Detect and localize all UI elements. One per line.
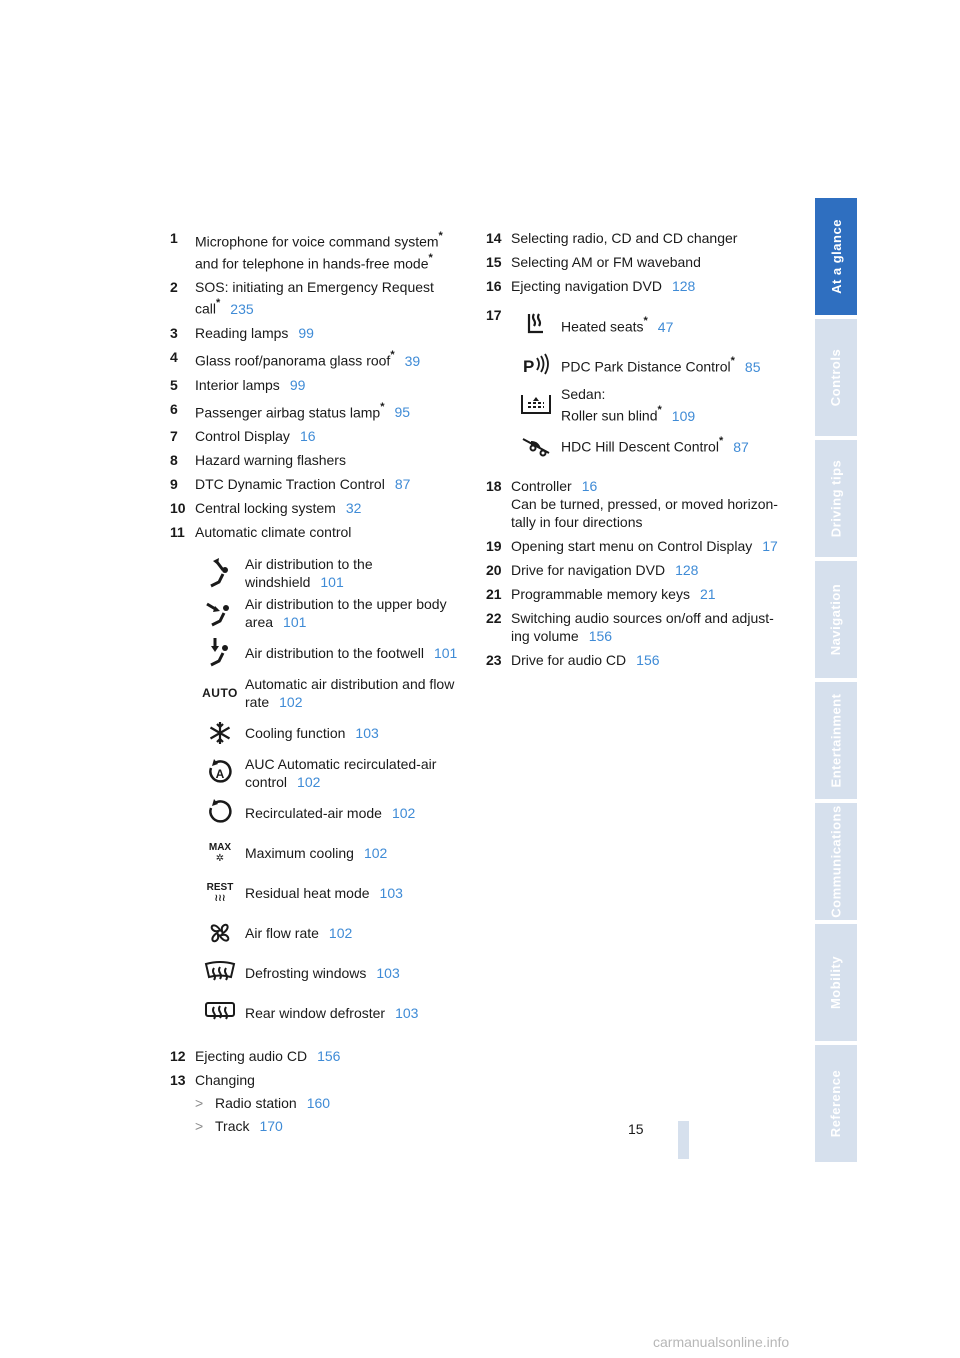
sub-item-text: Radio station: [215, 1095, 297, 1112]
page-ref-link[interactable]: 128: [675, 562, 699, 578]
max-cooling-icon: MAX ✲: [208, 842, 232, 865]
auc-recirculation-icon: [195, 758, 245, 788]
right-column: [486, 229, 786, 675]
climate-row: [195, 753, 470, 793]
climate-row: [195, 833, 470, 873]
feature-row: [511, 305, 786, 345]
option-star: *: [428, 251, 433, 264]
item-text: Ejecting navigation DVD: [511, 278, 662, 294]
item-text-cont: Can be turned, pressed, or moved horizon-: [511, 496, 778, 512]
chapter-sidebar: [815, 198, 857, 1166]
item-text: Drive for audio CD: [511, 652, 627, 668]
item-text: Central locking system: [195, 500, 336, 517]
feature-label-prefix: Sedan:: [561, 386, 606, 403]
pdc-icon: [511, 350, 561, 380]
climate-label: Automatic air distribution and flow: [245, 676, 455, 693]
item-number: 16: [486, 278, 502, 294]
climate-control-icon-list: [195, 553, 470, 1033]
page-ref-link[interactable]: 85: [744, 358, 761, 375]
list-item-16: [486, 277, 786, 295]
page-number: 15: [628, 1121, 644, 1137]
fan-icon: [195, 918, 245, 948]
climate-label-cont: windshield: [245, 574, 311, 591]
climate-label: Rear window defroster: [245, 1005, 386, 1022]
list-item-21: [486, 585, 786, 603]
option-star: *: [216, 297, 221, 310]
climate-label-cont: rate: [245, 694, 270, 711]
option-star: *: [657, 404, 662, 417]
page-ref-link[interactable]: 102: [328, 925, 353, 942]
list-item-22: [486, 609, 786, 645]
recirculation-icon: [195, 798, 245, 828]
item-text: Drive for navigation DVD: [511, 562, 666, 578]
page-ref-link[interactable]: 95: [394, 404, 411, 421]
page-ref-link[interactable]: 102: [391, 805, 416, 822]
tab-label: Entertainment: [828, 693, 844, 788]
tab-reference[interactable]: [815, 1045, 857, 1162]
item-text: Reading lamps: [195, 324, 289, 341]
item-number: 20: [486, 562, 502, 578]
list-item-15: [486, 253, 786, 271]
rest-icon-label: REST: [206, 882, 234, 894]
item-number: 14: [486, 230, 502, 246]
item-text: Opening start menu on Control Display: [511, 538, 753, 554]
page-ref-link[interactable]: 32: [345, 500, 362, 517]
climate-label: Air flow rate: [245, 925, 319, 942]
item-number: 15: [486, 254, 502, 270]
list-item-14: [486, 229, 786, 247]
max-icon-label: MAX: [208, 842, 232, 854]
auto-icon-label: AUTO: [202, 686, 238, 701]
item-number: 23: [486, 652, 502, 668]
item-text: Automatic climate control: [195, 524, 352, 541]
item-number: 22: [486, 610, 502, 626]
page-ref-link[interactable]: 160: [306, 1095, 331, 1112]
page-ref-link[interactable]: 87: [394, 476, 411, 493]
footwell-airflow-icon: [195, 636, 245, 670]
tab-label: Mobility: [828, 955, 844, 1010]
item-text: Hazard warning flashers: [195, 452, 346, 469]
climate-label: Air distribution to the footwell: [245, 645, 424, 662]
list-item-8: [170, 451, 470, 469]
climate-row: [195, 713, 470, 753]
climate-label-cont: area: [245, 614, 274, 631]
rear-defrost-icon: [195, 999, 245, 1027]
page-ref-link[interactable]: 102: [297, 774, 321, 791]
item-text: Switching audio sources on/off and adjust-: [511, 610, 774, 626]
tab-entertainment[interactable]: [815, 682, 857, 799]
list-item-6: [170, 400, 470, 422]
page-ref-link[interactable]: 103: [395, 1005, 419, 1022]
tab-label: At a glance: [828, 219, 844, 294]
item-number: 8: [170, 452, 178, 469]
item-text: Controller: [511, 478, 572, 494]
page-ref-link[interactable]: 102: [279, 694, 303, 711]
feature-label: Heated seats: [561, 318, 644, 335]
item-number: 9: [170, 476, 178, 493]
climate-row: [195, 793, 470, 833]
climate-row: [195, 673, 470, 713]
heated-seat-icon: [511, 310, 561, 340]
item-text-cont: call: [195, 300, 217, 317]
climate-row: [195, 953, 470, 993]
climate-row: [195, 553, 470, 593]
list-item-10: [170, 499, 470, 517]
page-ref-link[interactable]: 156: [317, 1048, 341, 1065]
list-item-19: [486, 537, 786, 555]
tab-label: Communications: [828, 805, 844, 918]
item-number: 6: [170, 400, 178, 417]
option-star: *: [390, 348, 395, 361]
climate-label: Residual heat mode: [245, 885, 370, 902]
item-number: 18: [486, 478, 502, 494]
roller-blind-icon: [511, 391, 561, 419]
item-text-cont: and for telephone in hands-free mode: [195, 255, 429, 272]
list-item-1: [170, 229, 470, 272]
item-text: Selecting AM or FM waveband: [511, 254, 701, 270]
list-item-2: [170, 278, 470, 318]
page-ref-link[interactable]: 156: [636, 652, 660, 668]
page-ref-link[interactable]: 128: [671, 278, 696, 294]
climate-row: [195, 873, 470, 913]
feature-label: Roller sun blind: [561, 407, 658, 424]
auto-icon: [195, 686, 245, 700]
list-item-12: [170, 1047, 470, 1065]
list-item-7: [170, 427, 470, 445]
list-item-20: [486, 561, 786, 579]
tab-mobility[interactable]: [815, 924, 857, 1041]
tab-label: Driving tips: [828, 459, 844, 538]
defrost-windshield-icon: [195, 959, 245, 987]
list-item-23: [486, 651, 786, 669]
climate-label: Defrosting windows: [245, 965, 367, 982]
item-text: Changing: [195, 1072, 255, 1089]
page-ref-link[interactable]: 21: [699, 586, 716, 602]
item-number: 21: [486, 586, 502, 602]
item-number: 3: [170, 324, 178, 341]
page-ref-link[interactable]: 156: [588, 628, 613, 644]
page-ref-link[interactable]: 103: [376, 965, 400, 982]
page-ref-link[interactable]: 170: [259, 1118, 283, 1135]
climate-row: [195, 633, 470, 673]
item-text: Programmable memory keys: [511, 586, 690, 602]
page-ref-link[interactable]: 99: [298, 324, 314, 341]
page-number-bar: [678, 1121, 689, 1159]
item-text: Control Display: [195, 428, 290, 445]
svg-text:A: A: [215, 767, 225, 782]
item-number: 1: [170, 230, 178, 246]
tab-communications[interactable]: [815, 803, 857, 920]
left-column: [170, 229, 470, 1135]
page-ref-link[interactable]: 39: [404, 352, 421, 369]
list-item-13: [170, 1071, 470, 1089]
list-item-4: [170, 348, 470, 370]
item-number: 12: [170, 1048, 186, 1065]
climate-row: [195, 913, 470, 953]
feature-row: [511, 345, 786, 385]
page-ref-link[interactable]: 17: [762, 538, 778, 554]
tab-controls[interactable]: [815, 319, 857, 436]
option-star: *: [643, 315, 648, 328]
page-ref-link[interactable]: 101: [320, 574, 344, 591]
option-star: *: [380, 400, 385, 413]
bullet-marker: >: [195, 1118, 204, 1135]
sub-item-text: Track: [215, 1118, 250, 1135]
page-ref-link[interactable]: 101: [283, 614, 307, 631]
tab-navigation[interactable]: [815, 561, 857, 678]
snowflake-icon: [195, 720, 245, 746]
climate-row: [195, 593, 470, 633]
page-ref-link[interactable]: 235: [230, 300, 254, 317]
windshield-airflow-icon: [195, 556, 245, 590]
list-item-11: [170, 523, 470, 541]
bullet-marker: >: [195, 1095, 204, 1112]
item-text-cont: ing volume: [511, 628, 579, 644]
sub-item: [195, 1094, 470, 1112]
tab-driving-tips[interactable]: [815, 440, 857, 557]
list-item-9: [170, 475, 470, 493]
tab-label: Navigation: [828, 583, 844, 656]
item-number: 11: [170, 524, 185, 541]
page-ref-link[interactable]: 101: [433, 645, 458, 662]
upper-body-airflow-icon: [195, 596, 245, 630]
item-text-cont: tally in four directions: [511, 514, 643, 530]
page-ref-link[interactable]: 99: [289, 376, 306, 393]
option-star: *: [438, 230, 443, 242]
item-number: 5: [170, 376, 178, 393]
page-ref-link[interactable]: 47: [657, 318, 674, 335]
tab-at-a-glance[interactable]: [815, 198, 857, 315]
item-text: Selecting radio, CD and CD changer: [511, 230, 738, 246]
residual-heat-icon: REST ≀≀≀: [206, 882, 234, 905]
page-ref-link[interactable]: 103: [379, 885, 403, 902]
list-item-17: [486, 305, 786, 465]
climate-label: Air distribution to the: [245, 556, 373, 573]
sub-item: [195, 1117, 470, 1135]
feature-row: [511, 425, 786, 465]
svg-text:P: P: [523, 357, 535, 376]
list-item-5: [170, 376, 470, 394]
page-ref-link[interactable]: 109: [671, 407, 696, 424]
climate-row: [195, 993, 470, 1033]
item-text: Microphone for voice command system: [195, 233, 439, 250]
item-number: 2: [170, 279, 178, 296]
page-ref-link[interactable]: 16: [581, 478, 598, 494]
item-text: Interior lamps: [195, 376, 280, 393]
tab-label: Reference: [828, 1069, 844, 1138]
list-item-3: [170, 324, 470, 342]
hill-descent-icon: [511, 431, 561, 459]
item-text: SOS: initiating an Emergency Request: [195, 279, 434, 296]
climate-label-cont: control: [245, 774, 288, 791]
item-text: DTC Dynamic Traction Control: [195, 476, 385, 493]
item-number: 10: [170, 500, 186, 517]
feature-row: [511, 385, 786, 425]
item-number: 13: [170, 1072, 186, 1089]
climate-label: Air distribution to the upper body: [245, 596, 447, 613]
climate-label: Recirculated-air mode: [245, 805, 382, 822]
page-ref-link[interactable]: 103: [355, 725, 379, 742]
page-ref-link[interactable]: 16: [299, 428, 316, 445]
tab-label: Controls: [828, 348, 844, 407]
item-text: Passenger airbag status lamp: [195, 404, 381, 421]
climate-label: Cooling function: [245, 725, 346, 742]
feature-label: PDC Park Distance Control: [561, 358, 731, 375]
page-ref-link[interactable]: 87: [733, 438, 749, 455]
option-star: *: [718, 435, 724, 448]
feature-label: HDC Hill Descent Control: [561, 438, 719, 455]
climate-label: AUC Automatic recirculated-air: [245, 756, 437, 773]
item-number: 4: [170, 348, 178, 365]
watermark-text: carmanualsonline.info: [653, 1334, 790, 1350]
item-text: Ejecting audio CD: [195, 1048, 308, 1065]
item-number: 17: [486, 307, 502, 323]
climate-label: Maximum cooling: [245, 845, 354, 862]
item-number: 19: [486, 538, 502, 554]
list-item-18: [486, 477, 786, 531]
option-star: *: [730, 355, 735, 368]
page-ref-link[interactable]: 102: [363, 845, 388, 862]
item-text: Glass roof/panorama glass roof: [195, 352, 391, 369]
item-number: 7: [170, 428, 178, 445]
